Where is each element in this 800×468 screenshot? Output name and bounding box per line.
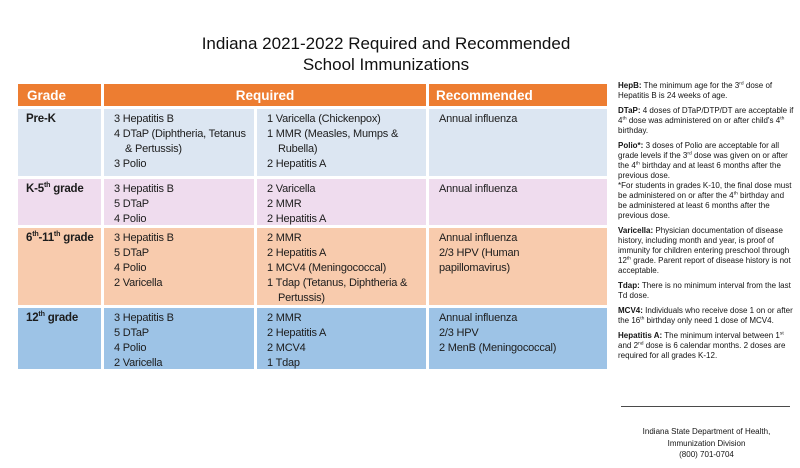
vaccine-item: Annual influenza: [439, 312, 518, 324]
required-cell-2: [257, 228, 426, 305]
note-text: 3 doses of Polio are acceptable for all grade levels if the 3rd dose was given on or after the 4th birthday and at least 6 months after the previous dose. *For students in grades K-10, the final dose must be administered on or after the 4th birthday and be administered at least 6 months after the previous dose.: [618, 141, 792, 220]
notes-panel: [618, 81, 795, 366]
vaccine-item: 4 DTaP (Diphtheria, Tetanus & Pertussis): [114, 128, 246, 155]
page-title: [106, 33, 666, 75]
footer-division: Immunization Division: [667, 438, 746, 448]
col-header-recommended: Recommended: [429, 84, 607, 106]
vaccine-item: 3 Hepatitis B: [114, 113, 174, 125]
vaccine-item: 2/3 HPV: [439, 327, 479, 339]
divider-line: [621, 406, 790, 407]
required-cell-1: [104, 109, 254, 176]
grade-cell: Pre-K: [18, 109, 101, 176]
vaccine-item: 2 Hepatitis A: [267, 213, 327, 225]
footer-phone: (800) 701-0704: [679, 450, 734, 459]
vaccine-item: 4 Polio: [114, 262, 147, 274]
col-header-grade: Grade: [18, 84, 101, 106]
recommended-cell: [429, 179, 607, 225]
required-cell-2: [257, 179, 426, 225]
required-cell-1: [104, 228, 254, 305]
immunization-table: [18, 84, 607, 369]
vaccine-item: 1 Tdap: [267, 357, 300, 369]
vaccine-item: 4 Polio: [114, 342, 147, 354]
vaccine-item: 3 Polio: [114, 158, 147, 170]
required-cell-2: [257, 109, 426, 176]
note-text: Physician documentation of disease history, including month and year, is proof of immunity for children entering preschool through 12th grade. Parent report of disease history is not acceptable.: [618, 226, 791, 275]
note-text: 4 doses of DTaP/DTP/DT are acceptable if 4th dose was administered on or after child's 4th birthday.: [618, 106, 794, 135]
vaccine-item: 1 Varicella (Chickenpox): [267, 113, 381, 125]
vaccine-item: 5 DTaP: [114, 247, 149, 259]
note-label: DTaP:: [618, 106, 641, 115]
note-label: Tdap:: [618, 281, 640, 290]
vaccine-item: 3 Hepatitis B: [114, 183, 174, 195]
vaccine-item: 2 MMR: [267, 312, 302, 324]
col-header-required: Required: [104, 84, 426, 106]
vaccine-item: 5 DTaP: [114, 327, 149, 339]
note: [618, 141, 795, 221]
note-text: The minimum age for the 3rd dose of Hepatitis B is 24 weeks of age.: [618, 81, 773, 100]
vaccine-item: 2 MenB (Meningococcal): [439, 342, 557, 354]
note: [618, 281, 795, 301]
vaccine-item: 2/3 HPV (Human papillomavirus): [439, 247, 520, 274]
vaccine-item: 1 MMR (Measles, Mumps & Rubella): [267, 128, 399, 155]
vaccine-item: 2 Hepatitis A: [267, 247, 327, 259]
note-text: The minimum interval between 1st and 2nd dose is 6 calendar months. 2 doses are required for all grades K-12.: [618, 331, 786, 360]
recommended-cell: [429, 228, 607, 305]
vaccine-item: 2 Hepatitis A: [267, 158, 327, 170]
recommended-cell: [429, 308, 607, 369]
vaccine-item: Annual influenza: [439, 113, 518, 125]
note: [618, 81, 795, 101]
note-label: Hepatitis A:: [618, 331, 663, 340]
vaccine-item: 5 DTaP: [114, 198, 149, 210]
grade-cell: 12th grade: [18, 308, 101, 369]
vaccine-item: 2 MMR: [267, 198, 302, 210]
note-label: Polio*:: [618, 141, 644, 150]
note-label: HepB:: [618, 81, 642, 90]
vaccine-item: 2 MCV4: [267, 342, 306, 354]
vaccine-item: Annual influenza: [439, 183, 518, 195]
note-label: MCV4:: [618, 306, 643, 315]
note: [618, 106, 795, 136]
vaccine-item: 3 Hepatitis B: [114, 232, 174, 244]
required-cell-2: [257, 308, 426, 369]
vaccine-item: 2 MMR: [267, 232, 302, 244]
page-title-line2: School Immunizations: [302, 55, 470, 74]
grade-cell: 6th-11th grade: [18, 228, 101, 305]
note-text: There is no minimum interval from the last Td dose.: [618, 281, 791, 300]
vaccine-item: 1 MCV4 (Meningococcal): [267, 262, 387, 274]
vaccine-item: 2 Varicella: [114, 277, 163, 289]
note-label: Varicella:: [618, 226, 654, 235]
vaccine-item: 2 Varicella: [114, 357, 163, 369]
vaccine-item: 1 Tdap (Tetanus, Diphtheria & Pertussis): [267, 277, 408, 304]
vaccine-item: 3 Hepatitis B: [114, 312, 174, 324]
required-cell-1: [104, 308, 254, 369]
note: [618, 306, 795, 326]
recommended-cell: [429, 109, 607, 176]
footer-org: Indiana State Department of Health,: [642, 427, 771, 436]
note: [618, 331, 795, 361]
vaccine-item: Annual influenza: [439, 232, 518, 244]
page-title-line1: Indiana 2021-2022 Required and Recommended: [201, 34, 571, 53]
note-text: Individuals who receive dose 1 on or after the 16th birthday only need 1 dose of MCV4.: [618, 306, 793, 325]
grade-cell: K-5th grade: [18, 179, 101, 225]
note: [618, 226, 795, 276]
footer-contact: [618, 426, 795, 461]
vaccine-item: 2 Varicella: [267, 183, 316, 195]
vaccine-item: 2 Hepatitis A: [267, 327, 327, 339]
required-cell-1: [104, 179, 254, 225]
vaccine-item: 4 Polio: [114, 213, 147, 225]
